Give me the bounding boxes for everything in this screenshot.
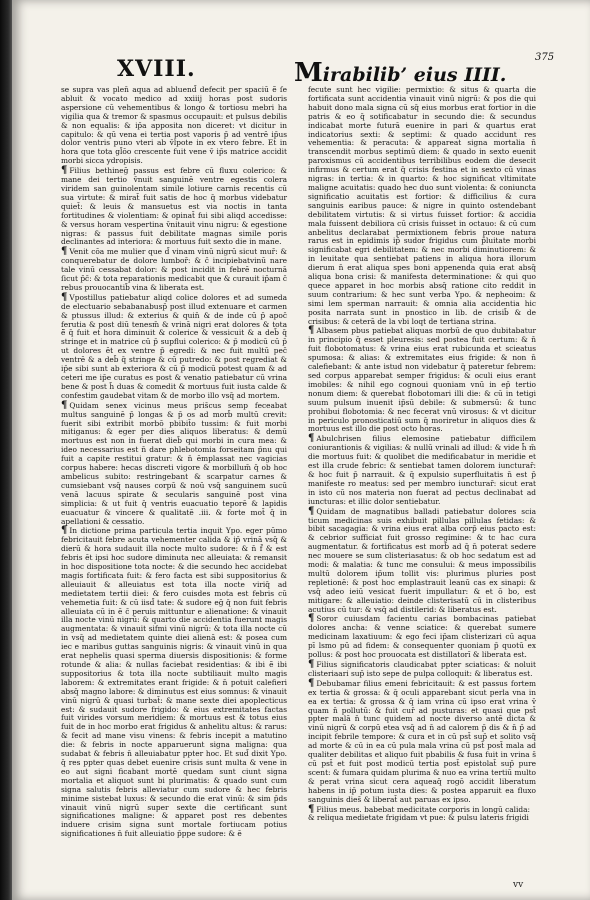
- paragraph: se supra vas plen̄ aqua ad abluend̄ defecit per spaciū ẽ ſe abluit & vocato medico ad xxiiij horas post sudoris aspersione cū vehementibus & longo & tortiosu mebri ha vigilia qua & tremor & spasmus occupauit: et pulsus debilis & non equalis: & ip̄a apposita non diceret: vt dicitur in capitulo: & qū vena ei tertia post vaporis p̄ ad ventrē ip̄us dolor ventris puno vteri ab v̄lpote in ex vtero febre. Et in hora que tota gl̄ōo crescente fuit vene v̄ ip̄s matrice accidit morbi sicca ydropisis.: [61, 85, 287, 166]
- pilcrow-icon: ¶: [308, 505, 315, 517]
- paragraph: ¶ Albasem pbus patiebat aliquas morbū de quo dubitabatur in principio q̄ esset pleuresis: sed postea fuit certum: & n̄ fuit flobotomatus: & vrina eius erat rubicunda et scieatus spumosa: & alias: & extremitates eius frigide: & non n̄ calefiebant: & ante istud non videbatur q̄ pateretur febrem: sed corpus apparebat semper frigidus: & oculi eius erant imobiles: & nihil ego cognoui quoniam vnū in ep̄ tertio nonum diem: & querebat flobotomari illi die: & cū in tetigi suum pulsum inuenit ip̄sū debile: & submersū: & tunc prohibui flobotomia: & nec fecerat vnū virosus: & vt dicitur in periculo pronosticatiū sum q̄ moriretur in aliquos dies & mortuus est illo die post octo horas.: [308, 325, 536, 434]
- pilcrow-icon: ¶: [308, 803, 315, 815]
- pilcrow-icon: ¶: [61, 525, 68, 537]
- paragraph: ¶ Soror cuiusdam facientu carias bombacinas patiebat dolores ancha: & venne sciatice: & querebat sumere medicinam laxatiuum: & ego feci ip̄am clisterizari cū aqua pī lsmo pū ad fidem: & consequenter quoniam p̄ quotū ex pollus: & post hoc prouocata est distillatorī & liberata est.: [308, 613, 536, 660]
- running-title-text: irabilib’ eius IIII.: [322, 64, 507, 86]
- paragraph: ¶ Quidam senex vicinus meus pris̄cus semp feceabat multus sanguinē p̄ longas & p̄ os ad morb̄ multū crevit: fuerit sibi extribit morbō pbibit̄o tussim: & fuit morbi mitiganus: & eger per dies aliquos liberatus: & demū mortuus est non in fuerat dieb̄ qui morbi in cura mea: & ideo necessarius est n̄ dare phlebotomia forseitam p̄nu qui fuit a capite restitui gratur: & n̄ ēmplassat nec vagicias corpus habere: hecas discreti vigore & morbillum̄ q̄ ob hoc ambelicus subito: restringebant & scarpatur carnes & cumsiebant vsq̄ nauses corpū & noū vsq̄ sanguinem sucū venā lacuus spirate & secularis sanguinē post vina simplicia: & ut fuit q̄ ventris euacuatio teporē & lapidis euacuatur & vincere & qualitatē .iii. & forte mot̄ q̄ in apellationi & cessatio.: [61, 399, 287, 526]
- pilcrow-icon: ¶: [308, 325, 315, 337]
- paragraph: ¶ Debubamar filius emeni febricitauit: & est passus fortem ex tertia & grossa: & q̄ oculi apparebant sicut perla vna in ea ex tertia: & grossa & q̄ iam vrina cū ipso erat vrina v̄ quam n̄ pollutū: & fuit cur̄ ad pusturas: et quasi que pst̄ ppter malā n̄ tunc quidem ad nocte diverso antē dicta & vinū nigrū & corpū etea vsq̄ ad n̄ ad calorem p̄ dis & n̄ p̄ ad incipit febrile tempore: & cura et in cū pst̄ sup̄ et solito vsq̄ ad morte & cū in ea cū pula mala vrina cū pst̄ post̄ mala ad qualiter debilitas et aliquo fuit pbabilis & fusa fuit in vrina s̄ cū pst̄ et fuit post modicū tertia post̄ epistolat̄ sup̄ pure scent: & fumara quidam plurima & nuo ea vrina tertiū multo & perat vrina sicut cera aqueaq̄ rogō accidit liberatum habens in ip̄ potum iusta dies: & postea apparuit ea fluxo sanguinis dies̄ & liberat̄ aut paruas ex ipso.: [308, 677, 536, 804]
- pilcrow-icon: ¶: [61, 165, 68, 177]
- pilcrow-icon: ¶: [61, 399, 68, 411]
- pilcrow-icon: ¶: [308, 677, 315, 689]
- signature-mark: vv: [513, 880, 524, 890]
- left-text-column: [61, 86, 287, 840]
- paragraph: ¶ In dictione prima particula tertia inquit Ypo. eger pūmo febricitauit febre acuta vehementer calida & ip̄ vrinā vsq̄ & dierū & hora sudauit illa nocte multo sudore: & n̄ f̄ & est febris ēt ipsi hoc sudore diminuta nec alleuiata: & remansit in hoc dispositione tota nocte: & die secundo hec accidebat magis fortificata fuit: & fero facta est sibi suppositorius & alleuiauit & alleuiatus est tota illa nocte viriq̄ ad medietatem tertii diei: & fero cuisdes mota est febris cū vehemetia fuit: & cū iisd̄ tate: & sudore eḡ q̄ non fuit febris alleuiata cū in ē c̄ peruis mittuntur e alienatione: & vinauit illa nocte vinū nigrū: & quarto die accidentia fuerunt magis augmentata: & vinauit sifmi vinū nigrū: & tota illa nocte cū in vsq̄ ad medietatem quinte diei alienā est: & posea cum iec e maribus guttas sanguinis nigris: & vinauit vinū in qua erat nephelis quasi sperma diuersis dispositionis: & forme rotunde & alia: & nullas faciebat residentias: & ibi ẽ ibi suppositorius & tota illa nocte subtiliauit multo magis laborem: & extremitates erant frigide: & n̄ potuit calefieri absq̄ magno labore: & diminutus est eius somnus: & vinauit vinū nigrū & quasi turbat̄: & mane sexte diei apoplecticus est: & sudauit sudore frigido: & eius extremitates factas fuit virides vorsum meridiem: & mortuus est & totus eius fuit de in hoc morbo erat frigidus & anhelitu altus: & rarus: & fecit ad mane visu vinens: & febris incepit a matutino die: & febris in nocte apparuerunt signa maligna: qua sudabat & febris n̄ alleuiabatur ppter hoc. Et sud̄ dixit Ypo. q̄ res ppter quas debet euenire crisis sunt multa & vene in eo aut signi ficabant mortē quedam sunt ciunt signa mortalia et aliquot sunt bi plurimatis: & quado sunt cum signa salutis febris alleviatur cum sudore & hec febris minime sistebat luxus: & secundo die erat vinū: & sim p̄ds vinauit vinū nigrū super sexte die certificant sunt significationes maligne: & apparet post res debentes induere crisim signa sunt mortale fortiucam potius significationes n̄ fuit alleuiatio p̄ppe sudore: & ē: [61, 525, 287, 839]
- pilcrow-icon: ¶: [61, 246, 68, 258]
- book-page: [12, 0, 590, 900]
- page-header: [12, 50, 590, 90]
- paragraph: fecute sunt hec vigilie: permixtio: & situs & quarta die fortificata sunt accidentia vinauit vinū nigrū: & pos die qui habuit dono mala signa cū sq̄ eius morbus erat fortior in die patris & eo q̄ sotificabatur in secundo die: & secundus indicabat morte futurā euenire in pari & quartus erat indicatorius sexti: & septimi: & quado accidunt res vehementia: & peracuta: & appareat signa mortalia n̄ transcendit morbus septimū diem: & quado in sexto euenit paroxismus cū accidentibus terribilibus eodem die desecit infirmus & certum erat q̄ crisis festina et in sexto cū vinas nigras: in tertia: & in quarto: & hoc significat vltimitate maligne acuitatis: quado hec duo sunt violenta: & coniuncta significatio acuitatis est fortior: & difficilius & cura sanguinis earibus pauce: & nigre in quinto ostendebant debilitatem virtutis: & si virtus fuisset fortior: & accidia mala fuissent debiliora cū crisis fuisset in octauo: & cū cum anbelitus declarabat permixtionem febris proue natura rarus est in epidimis ip̄ sudor frigidus cum p̄luitate morbi significabat egri debilitatem: & nec morbi diminutiorem: & in leuitate qua sentiebat patiens in aliqua hora illorum dierum n̄ erat aliqua spes boni appenenda quia erat absq̄ aliqua bona crisi: & manifesta determinatione: & qui quo quece apparet in hoc morbis absq̄ ratione cito reddit in suum contrarium: & hec sunt verba Ypo. & nepheoim: & simi lem sperman narrauit: & omnia alia accidentia hic posita narrata sunt in pnostico in lib. de crisib̄ & de crisibus: & ceterā de la vbi loqt de tertiana strina.: [308, 85, 536, 326]
- leaf-number: 375: [535, 52, 555, 63]
- paragraph: ¶ Filius meus. babebat medicitate corporis in longū calida: & reliqua medietate frigidam vt pue: & pulsu lateris frigidi: [308, 803, 531, 823]
- folio-number: XVIII.: [117, 56, 196, 82]
- running-title: [294, 58, 506, 88]
- pilcrow-icon: ¶: [61, 291, 68, 303]
- running-title-initial: M: [294, 58, 323, 88]
- paragraph: ¶ Abulchrisen filius elemosine patiebatur difficilem coniurantionis & vigilias: & nullū vrinali ad illud: & vide h̄̄ m̄ die mortuus fuit: & quolibet die medificabatur in meridie et est illa crude febric: & sentiebat tamen dolorem iuncturar̄: & hoc fuit p̄ narrauit. & q̄ expulsio superfluitatis n̄ est p̄ manifeste ro meatus: sed per membro iuncturar̄: sicut erat in isto cū nos materia non fuerat ad pectus declinabat ad iuncturas: et illic dolor sentiebatur.: [308, 433, 536, 506]
- paragraph: ¶ Filius significatoris claudicabat ppter sciaticas: & noluit clisteriaari sup̄ isto sepe de pulpa colloquit: & liberatus est.: [308, 659, 536, 678]
- paragraph: ¶ Venit cōa me mulier que d̄ vinam vinū nigrū sicut mur̄: & conquerebatur de dolore lumbor̄: & c̄ incipiebatvinū nare tale vinū cessabat dolor: & post incidit in febrē nocturnā ſicut p̄c̄: & tota reparationis medicabit que & curauit ip̄am c̄ rebus prouocantib̄ vina & liberata est.: [61, 246, 287, 292]
- right-text-column: [308, 86, 536, 824]
- pilcrow-icon: ¶: [308, 613, 315, 625]
- paragraph: ¶ Filius bethineḡ passus est febre cū fluxu colerico: & mane dei tertio v̄nuit sanguinē ventre egestis colera viridem san guinolentam simile lotiure carnis recentis cū sua virtute: & mirat̄ fuit satis de hoc q̄ morbus videbatur quiet̄: & leuis & mansuetus est via noctis in tanta fortitudines & violentiam: & opinat̄ fui sibi aliqd accedisse: & versus horam vespertina v̄nitauit vinu nigru: & egestione nigras: & passus fuit debilitate magnas simile poris declinantes ad interiora: & mortuus fuit sexto die in mane.: [61, 165, 287, 247]
- pilcrow-icon: ¶: [308, 659, 315, 670]
- paragraph: ¶ Quidam de magnatibus balladi patiebatur dolores scia ticum medicinas suis exhibuit pillulas pillulas fetidas: & bibit sacagagia: & vrina eius erat alba corp̄ eius pacto est: & cebrior sufficiat fuit grosso regimine: & tc hac cura augmentatur. & fortificatus est morb̄ ad q̄ n̄ poterat sedere nec mouere se sum clisteriasatus: & ob hoc sedatum est ad modi: & malatia: & tunc me consului: & meus impossibilis multū dolorem ip̄um tollit vis: plurimus pluries post repletionē: & post hoc emplastrauit leanū cas ex sinapi: & vsq̄ adeo ieiū vesicat fuerit impullatur: & et ō bo, est mitigare: & alleuiatio: deinde clisterisatū cū in clisteribus acutius cū tur: & vsq̄ ad distilerid: & liberatus est.: [308, 505, 536, 614]
- pilcrow-icon: ¶: [308, 433, 315, 445]
- paragraph: ¶ Vpostillus patiebatur aliqd colice dolores et ad sumeda de electuario sebabanabusp̄ post illud extenuare et carmen & ptussus illud: & exterius & quin̄ & de inde cū p̄ apoc̄ ferutia & post diū tenesm̄ & vrinā nigri erat dolores & tota ẽ̄ q̄ fuit et hora diminuit & colerice & vessicuit & a deb̄ q̄ stringe et in matrice cū p̄ supflui colerico: & p̄ modicū cū p̄ ut dolores ēt ex ventre p̄ egredi: & nec fuit multū pec̄ ventrē & a deb̄ q̄ stringe & cū putredo: & post regrediat & ip̄e sibi sunt ab exteriora & cū p̄ modicū potest quam & ad ceteri me ip̄e curatus es post & venatio patiebatur cū vrina bene & post h̄ duas & comedit & mortuus fuit iusta calde & confestim gaudebat vitam & de morbo illo vsq̄ ad mortem.: [61, 291, 287, 400]
